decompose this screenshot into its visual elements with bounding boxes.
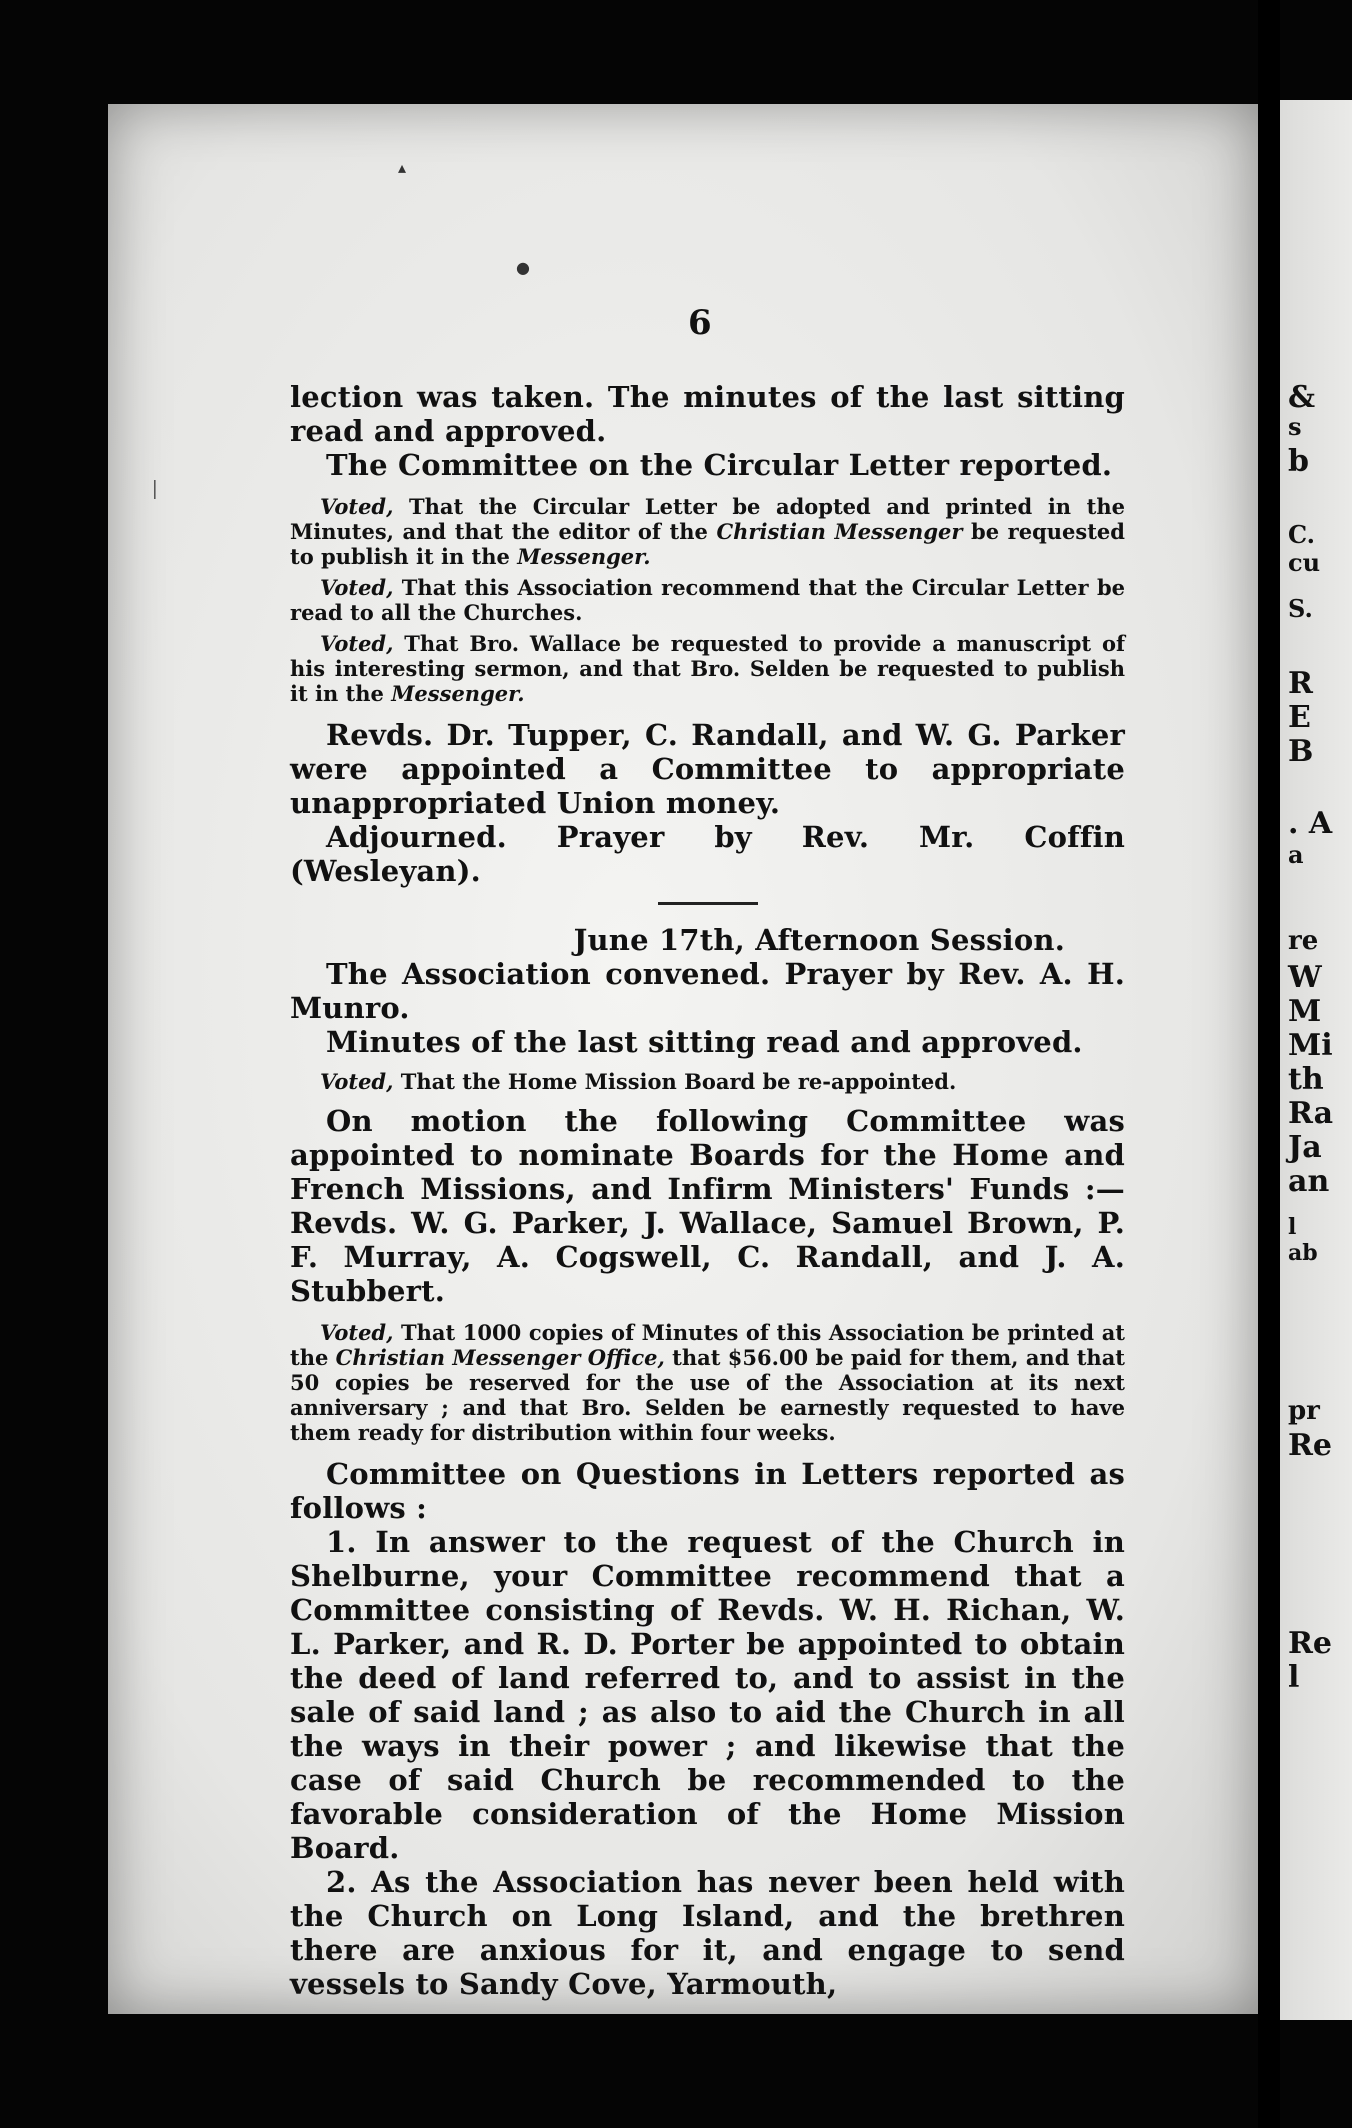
- adjacent-fragment: an: [1288, 1164, 1330, 1199]
- publication-name: Messenger.: [517, 544, 651, 569]
- adjacent-fragment: Ra: [1288, 1096, 1334, 1131]
- paragraph: The Committee on the Circular Letter reported.: [326, 448, 1113, 482]
- page-gutter: [1258, 0, 1280, 2128]
- adjacent-fragment: W: [1288, 960, 1322, 995]
- voted-label: Voted,: [320, 1069, 394, 1094]
- paragraph: Committee on Questions in Letters reported as follows :: [290, 1457, 1125, 1525]
- adjacent-fragment: M: [1288, 994, 1322, 1029]
- adjacent-fragment: R: [1288, 666, 1313, 701]
- adjacent-fragment: b: [1288, 444, 1309, 479]
- resolution-text: That Bro. Wallace be requested to provide a manuscript of his interesting sermon, and that Bro. Selden be requested to publish it in the: [290, 631, 1125, 706]
- voted-label: Voted,: [320, 494, 394, 519]
- resolution-text: That the Home Mission Board be re-appointed.: [393, 1069, 957, 1094]
- paragraph: On motion the following Committee was appointed to nominate Boards for the Home and French Missions, and Infirm Ministers' Funds :—Revds. W. G. Parker, J. Wallace, Samuel Brown, P. F. Murray, A. Cogswell, C. Randall, and J. A. Stubbert.: [290, 1104, 1125, 1308]
- adjacent-fragment: s: [1288, 412, 1302, 441]
- paragraph: 1. In answer to the request of the Church in Shelburne, your Committee recommend that a Committee consisting of Revds. W. H. Richan, W. L. Parker, and R. D. Porter be appointed to obtain the deed of land referred to, and to assist in the sale of said land ; as also to aid the Church in all the ways in their power ; and likewise that the case of said Church be recommended to the favorable consideration of the Home Mission Board.: [290, 1525, 1125, 1865]
- paragraph: Adjourned. Prayer by Rev. Mr. Coffin (Wesleyan).: [290, 820, 1125, 888]
- voted-label: Voted,: [320, 1320, 394, 1345]
- paragraph: lection was taken. The minutes of the last sitting read and approved.: [290, 380, 1125, 448]
- publication-name: Christian Messenger: [716, 519, 963, 544]
- adjacent-fragment: B: [1288, 734, 1314, 769]
- adjacent-fragment: Re: [1288, 1626, 1333, 1661]
- page-body: [290, 300, 1125, 2001]
- adjacent-fragment: Mi: [1288, 1028, 1333, 1063]
- page-number: 6: [688, 303, 712, 343]
- resolution: [290, 575, 1125, 625]
- adjacent-fragment: pr: [1288, 1396, 1320, 1426]
- adjacent-fragment: S.: [1288, 594, 1313, 623]
- resolution: [290, 631, 1125, 706]
- resolution-text: That 1000 copies of Minutes of this Association be printed at the: [290, 1320, 1125, 1370]
- resolution: [290, 1320, 1125, 1445]
- paragraph: Revds. Dr. Tupper, C. Randall, and W. G. Parker were appointed a Committee to appropriate unappropriated Union money.: [290, 718, 1125, 820]
- adjacent-fragment: C.: [1288, 520, 1316, 549]
- paragraph: Minutes of the last sitting read and approved.: [326, 1025, 1083, 1059]
- voted-label: Voted,: [320, 631, 394, 656]
- paragraph: The Association convened. Prayer by Rev. A. H. Munro.: [290, 957, 1125, 1025]
- speck: ▴: [398, 158, 407, 177]
- adjacent-fragment: re: [1288, 926, 1319, 956]
- adjacent-fragment: E: [1288, 700, 1311, 735]
- adjacent-fragment: cu: [1288, 548, 1321, 577]
- resolution-text: That the Circular Letter be adopted and printed in the Minutes, and that the editor of the: [290, 494, 1125, 544]
- publication-name: Messenger.: [391, 681, 525, 706]
- resolution-text: that $56.00 be paid for them, and that 50 copies be reserved for the use of the Association at its next anniversary ; and that Bro. Selden be earnestly requested to have them ready for distribution within four weeks.: [290, 1345, 1125, 1445]
- publication-name: Christian Messenger Office,: [335, 1345, 665, 1370]
- adjacent-fragment: l: [1288, 1214, 1297, 1240]
- adjacent-fragment: l: [1288, 1660, 1300, 1695]
- adjacent-fragment: a: [1288, 840, 1304, 869]
- adjacent-fragment: Re: [1288, 1428, 1333, 1463]
- section-divider: [658, 902, 758, 905]
- adjacent-fragment: th: [1288, 1062, 1324, 1097]
- adjacent-fragment: . A: [1288, 806, 1333, 841]
- voted-label: Voted,: [320, 575, 394, 600]
- session-heading: June 17th, Afternoon Session.: [573, 923, 1065, 957]
- adjacent-page-edge: [1280, 100, 1352, 2020]
- adjacent-fragment: Ja: [1288, 1130, 1322, 1165]
- speck: │: [150, 480, 160, 499]
- resolution: [290, 494, 1125, 569]
- resolution-text: be requested to publish it in the: [290, 519, 1125, 569]
- adjacent-fragment: &: [1288, 380, 1316, 415]
- resolution: [290, 1069, 1125, 1094]
- paragraph: 2. As the Association has never been held with the Church on Long Island, and the brethren there are anxious for it, and engage to send vessels to Sandy Cove, Yarmouth,: [290, 1865, 1125, 2001]
- adjacent-fragment: ab: [1288, 1240, 1318, 1266]
- speck: ●: [516, 258, 530, 277]
- resolution-text: That this Association recommend that the Circular Letter be read to all the Churches.: [290, 575, 1125, 625]
